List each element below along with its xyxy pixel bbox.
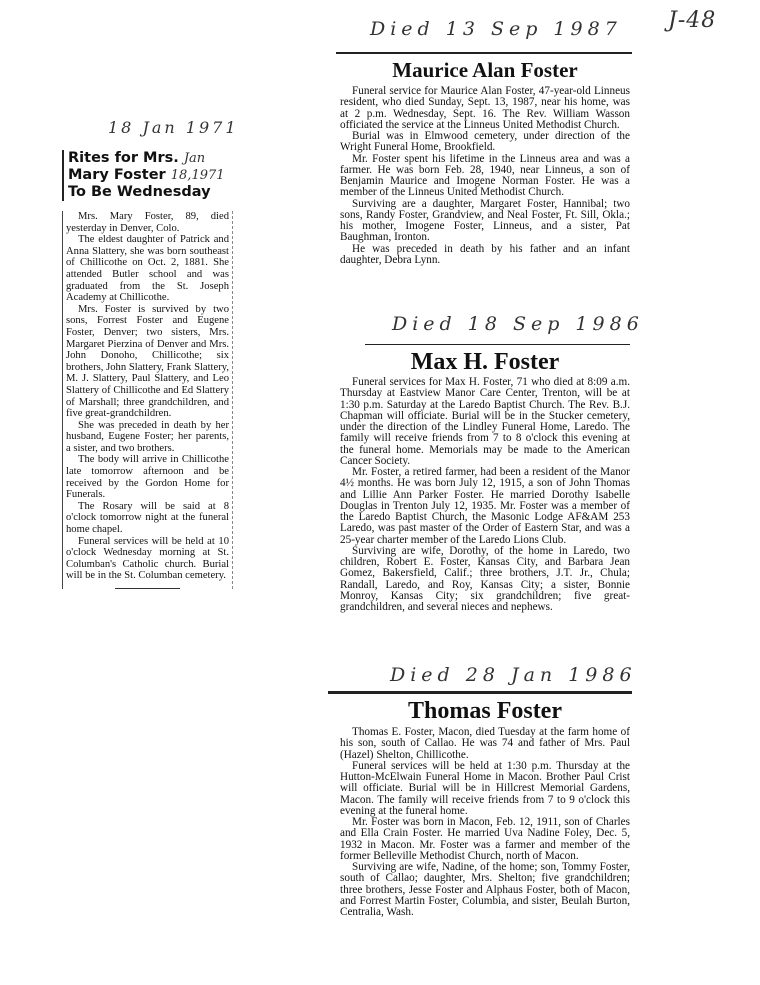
handwritten-note: 18,1971 xyxy=(170,168,225,183)
paragraph: Surviving are a daughter, Margaret Foster, Hannibal; two sons, Randy Foster, Grandview, and Neal Foster, Ft. Sill, Okla.; his mother, Imogene Foster, Linneus, and a sister, Pat Baughman, Ironton. xyxy=(340,197,630,244)
headline-line: Rites for Mrs. Jan xyxy=(68,150,206,166)
article-title: Maurice Alan Foster xyxy=(392,58,578,82)
paragraph: Mr. Foster was born in Macon, Feb. 12, 1911, son of Charles and Ella Crain Foster. He married Uva Nadine Foley, Dec. 5, 1932 in Macon. Mr. Foster was a farmer and member of the former Belleville Methodist Church, north of Macon. xyxy=(340,816,630,862)
obituary-maurice-foster xyxy=(340,57,630,266)
article-body xyxy=(340,377,630,613)
end-rule xyxy=(115,588,180,589)
article-body xyxy=(340,727,630,918)
paragraph: Mrs. Mary Foster, 89, died yesterday in Denver, Colo. xyxy=(66,211,229,234)
page-reference-note: J-48 xyxy=(668,8,717,33)
article-title: Max H. Foster xyxy=(410,349,560,375)
divider xyxy=(328,691,632,694)
paragraph: Funeral services will be held at 10 o'clock Wednesday morning at St. Columban's Catholic church. Burial will be in the St. Columban cemetery. xyxy=(66,535,229,582)
date-note-mary: 18 Jan 1971 xyxy=(108,118,239,137)
paragraph: The Rosary will be said at 8 o'clock tomorrow night at the funeral home chapel. xyxy=(66,500,229,536)
paragraph: He was preceded in death by his father and an infant daughter, Debra Lynn. xyxy=(340,242,630,266)
obituary-mary-foster xyxy=(62,150,233,591)
paragraph: Mr. Foster spent his lifetime in the Linneus area and was a farmer. He was born Feb. 28, 1940, near Linneus, a son of Benjamin Maurice and Imogene Norman Foster. He was a member of the Linneus United Methodist Church. xyxy=(340,152,630,199)
paragraph: Funeral services for Max H. Foster, 71 who died at 8:09 a.m. Thursday at Eastview Manor Care Center, Trenton, will be at 1:30 p.m. Saturday at the Laredo Baptist Church. The Rev. B.J. Chapman will officiate. Burial will be in the Stucker cemetery, under the direction of the Lindley Funeral Home, Laredo. The family will receive friends from 7 to 8 o'clock this evening at the funeral home. Memorials may be made to the American Cancer Society. xyxy=(340,376,630,467)
headline-line: Mary Foster 18,1971 xyxy=(68,167,225,183)
divider xyxy=(336,52,632,54)
date-note-thomas: Died 28 Jan 1986 xyxy=(390,664,637,686)
paragraph: She was preceded in death by her husband, Eugene Foster; her parents, a sister, and two brothers. xyxy=(66,419,229,454)
article-body xyxy=(340,86,630,266)
article-title: Thomas Foster xyxy=(408,698,562,724)
paragraph: Mr. Foster, a retired farmer, had been a resident of the Manor 4½ months. He was born July 12, 1915, a son of John Thomas and Lillie Ann Parker Foster. He married Dorothy Isabelle Douglas in Trenton July 12, 1935. Mr. Foster was a member of the Laredo Baptist Church, the Masonic Lodge AF&AM 253 Laredo, was past master of the Order of Eastern Star, and was a 25-year charter member of the Laredo Lions Club. xyxy=(340,466,630,546)
paragraph: The eldest daughter of Patrick and Anna Slattery, she was born southeast of Chillicothe on Oct. 2, 1881. She attended Butler school and was graduated from the St. Joseph Academy at Chillicothe. xyxy=(66,234,229,304)
paragraph: Surviving are wife, Nadine, of the home; son, Tommy Foster, south of Callao; daughter, Mrs. Shelton; five grandchildren; three brothers, Jesse Foster and Alphaus Foster, both of Macon, and Forrest Martin Foster, Columbia, and sister, Beulah Burton, Centralia, Wash. xyxy=(340,861,630,918)
headline xyxy=(62,150,233,201)
date-note-max: Died 18 Sep 1986 xyxy=(392,313,644,335)
paragraph: Funeral service for Maurice Alan Foster, 47-year-old Linneus resident, who died Sunday, Sept. 13, 1987, near his home, was at 2 p.m. Wednesday, Sept. 16. The Rev. William Wasson officiated the service at the Linneus United Methodist Church. xyxy=(340,85,630,131)
obituary-thomas-foster xyxy=(340,697,630,918)
headline-line: To Be Wednesday xyxy=(68,184,211,200)
paragraph: Mrs. Foster is survived by two sons, Forrest Foster and Eugene Foster, Denver; two sisters, Mrs. Margaret Pierzina of Denver and Mrs. John Donoho, Chillicothe; six brothers, John Slattery, Frank Slattery, M. J. Slattery, Paul Slattery, and Leo Slattery of Chillicothe and Ed Slattery of Marshall; three grandchildren, and five great-grandchildren. xyxy=(66,303,229,420)
paragraph: Burial was in Elmwood cemetery, under direction of the Wright Funeral Home, Brookfield. xyxy=(340,130,630,154)
article-body xyxy=(62,211,233,589)
divider xyxy=(365,344,630,345)
paragraph: The body will arrive in Chillicothe late tomorrow afternoon and be received by the Gordon Home for Funerals. xyxy=(66,454,229,501)
paragraph: Funeral services will be held at 1:30 p.m. Thursday at the Hutton-McElwain Funeral Home in Macon. Brother Paul Crist will officiate. Burial will be in Hillcrest Memorial Gardens, Macon. The family will receive friends from 7 to 9 o'clock this evening at the funeral home. xyxy=(340,759,630,817)
paragraph: Surviving are wife, Dorothy, of the home in Laredo, two children, Robert E. Foster, Kansas City, and Barbara Jean Gomez, Bakersfield, Calif.; three brothers, J.T. Jr., Chula; Randall, Laredo, and Roy, Kansas City; a sister, Bonnie Monroy, Kansas City; six grandchildren; five great-grandchildren, and several nieces and nephews. xyxy=(340,544,630,613)
handwritten-note: Jan xyxy=(183,151,206,166)
paragraph: Thomas E. Foster, Macon, died Tuesday at the farm home of his son, south of Callao. He was 74 and father of Mrs. Paul (Hazel) Shelton, Chillicothe. xyxy=(340,726,630,761)
date-note-maurice: Died 13 Sep 1987 xyxy=(370,18,622,40)
obituary-max-foster xyxy=(340,348,630,613)
